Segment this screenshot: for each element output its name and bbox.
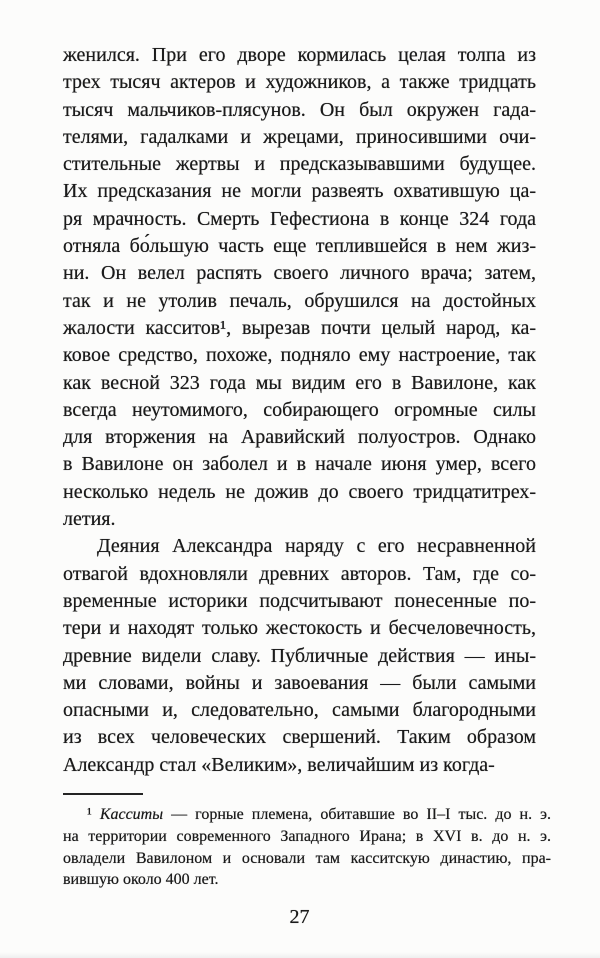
text-line: как весной 323 года мы видим его в Вавилоне, как [63, 371, 536, 394]
footnote-separator [63, 793, 143, 795]
text-line: тысяч мальчиков-плясунов. Он был окружен гада- [63, 98, 536, 121]
footnote-first-line-text: — горные племена, обитавшие во II–I тыс. до н. э. [163, 806, 551, 823]
footnote [63, 804, 551, 891]
text-line: ковое средство, похоже, подняло ему настроение, так [63, 344, 536, 367]
footnote-marker: ¹ [87, 806, 100, 823]
text-line: временные историки подсчитывают понесенные по- [63, 589, 536, 612]
text-line: ря мрачность. Смерть Гефестиона в конце 324 года [63, 207, 536, 230]
text-line: стительные жертвы и предсказывавшими будущее. [63, 153, 536, 176]
text-line: в Вавилоне он заболел и в начале июня умер, всего [63, 453, 536, 476]
paragraph-1 [63, 42, 536, 533]
text-line: древние видели славу. Публичные действия — ины- [63, 644, 536, 667]
text-line: так и не утолив печаль, обрушился на достойных [63, 289, 536, 312]
text-line: из всех человеческих свершений. Таким образом [63, 726, 536, 749]
text-line: всегда неутомимого, собирающего огромные силы [63, 398, 536, 421]
text-line: телями, гадалками и жрецами, приносившими очи- [63, 125, 536, 148]
text-line: Их предсказания не могли развеять охватившую ца- [63, 180, 536, 203]
text-line: летия. [63, 508, 116, 531]
footnote-line: на территории современного Западного Ирана; в XVI в. до н. э. [63, 827, 551, 845]
footnote-line [63, 804, 551, 826]
footnote-line: овладели Вавилоном и основали там касситскую династию, пра- [63, 849, 551, 867]
text-line: тери и находят только жестокость и бесчеловечность, [63, 617, 536, 640]
text-line: трех тысяч актеров и художников, а также тридцать [63, 71, 536, 94]
footnote-line: вившую около 400 лет. [63, 871, 219, 889]
text-line: несколько недель не дожив до своего тридцатитрех- [63, 480, 536, 503]
text-line: отняла бо́льшую часть еще теплившейся в нем жиз- [63, 235, 536, 258]
text-line: для вторжения на Аравийский полуостров. Однако [63, 426, 536, 449]
text-line: ми словами, войны и завоевания — были самыми [63, 671, 536, 694]
page-number: 27 [289, 906, 310, 928]
text-line: отвагой вдохновляли древних авторов. Там, где со- [63, 562, 536, 585]
text-line: женился. При его дворе кормилась целая толпа из [63, 44, 536, 66]
text-line: жалости касситов¹, вырезав почти целый народ, ка- [63, 316, 536, 339]
text-line: опасными и, следовательно, самыми благородными [63, 699, 536, 722]
text-line: ни. Он велел распять своего личного врача; затем, [63, 262, 536, 285]
paragraph-2 [63, 533, 536, 779]
text-line: Деяния Александра наряду с его несравненной [97, 535, 536, 558]
footnote-term: Касситы [99, 806, 164, 823]
body-text [63, 42, 536, 779]
text-line: Александр стал «Великим», величайшим из когда- [63, 753, 495, 776]
